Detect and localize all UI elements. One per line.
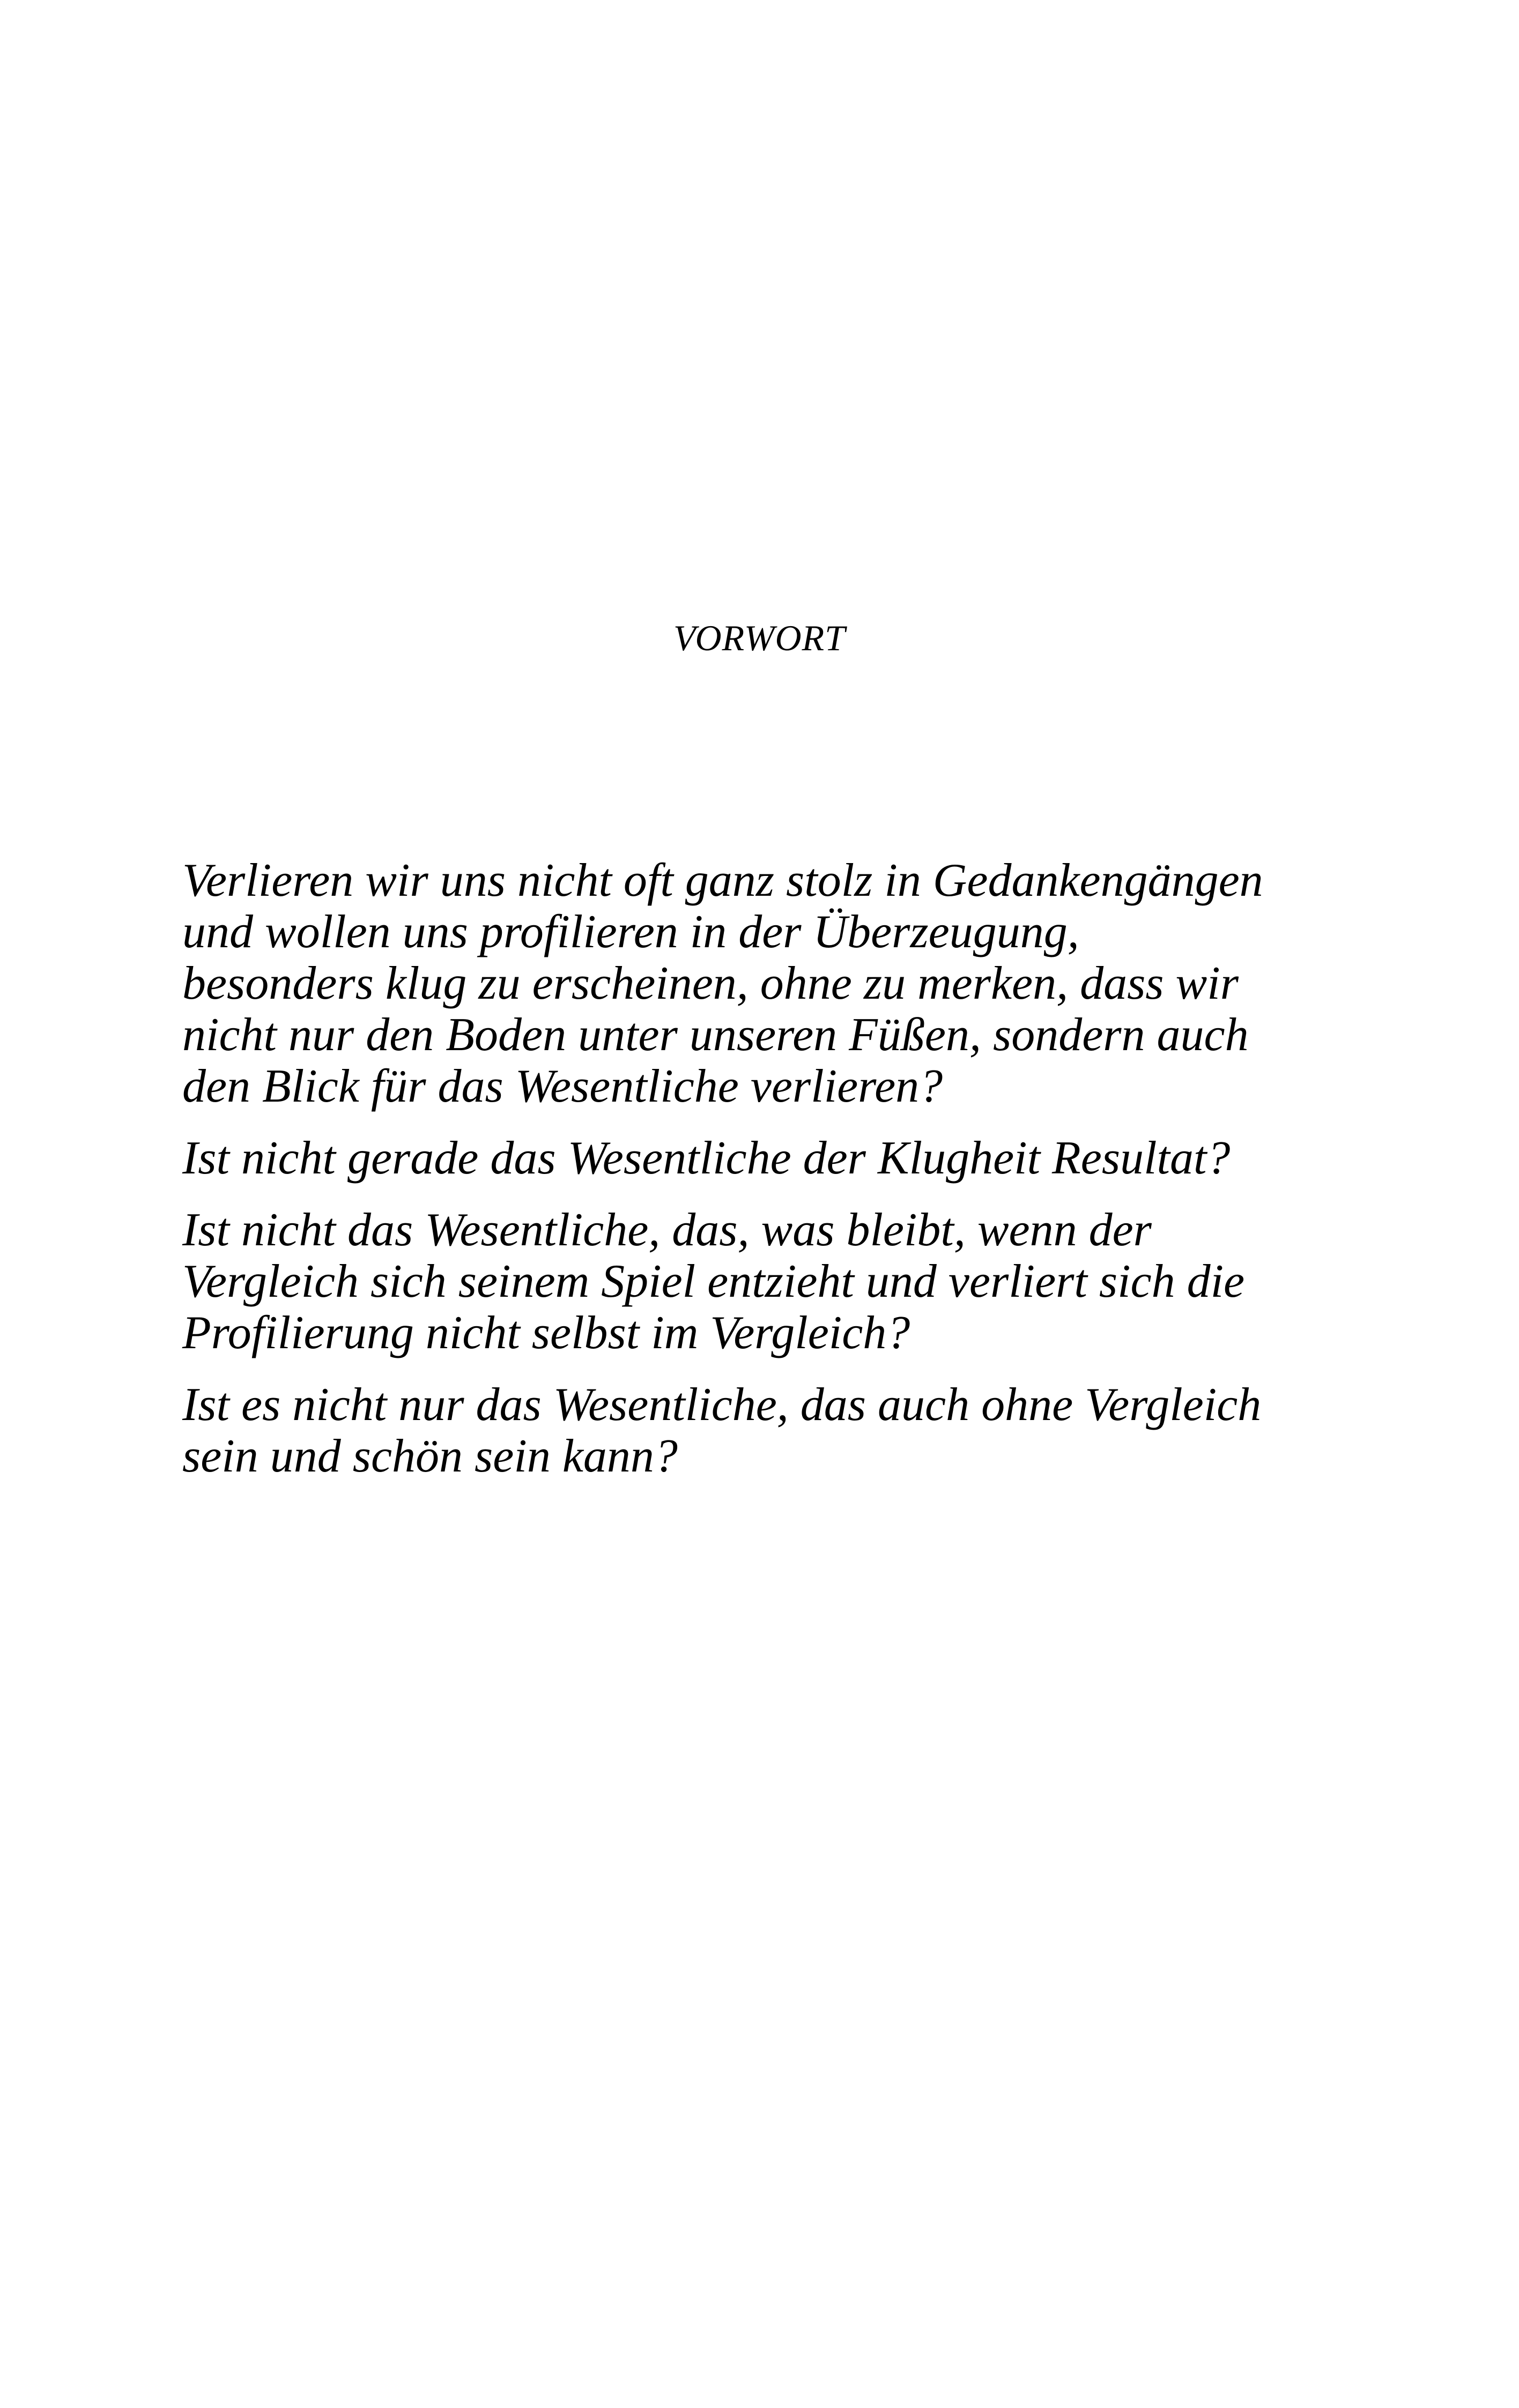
text-line: und wollen uns profilieren in der Überzeugung,: [182, 906, 1079, 958]
text-line: Ist nicht das Wesentliche, das, was bleibt, wenn der: [182, 1204, 1152, 1256]
preface-body: [182, 855, 1362, 1503]
paragraph-2: [182, 1133, 1362, 1184]
text-line: nicht nur den Boden unter unseren Füßen, sondern auch: [182, 1009, 1249, 1061]
text-line: sein und schön sein kann?: [182, 1430, 678, 1482]
text-line: den Blick für das Wesentliche verlieren?: [182, 1060, 943, 1112]
text-line: Ist es nicht nur das Wesentliche, das auch ohne Vergleich: [182, 1379, 1262, 1431]
text-line: besonders klug zu erscheinen, ohne zu merken, dass wir: [182, 957, 1239, 1009]
paragraph-3: [182, 1205, 1362, 1359]
page-title: VORWORT: [673, 618, 846, 658]
text-line: Verlieren wir uns nicht oft ganz stolz in Gedankengängen: [182, 854, 1263, 906]
text-line: Ist nicht gerade das Wesentliche der Klugheit Resultat?: [182, 1132, 1231, 1184]
text-line: Profilierung nicht selbst im Vergleich?: [182, 1307, 910, 1359]
paragraph-1: [182, 855, 1362, 1112]
text-line: Vergleich sich seinem Spiel entzieht und verliert sich die: [182, 1255, 1245, 1307]
paragraph-4: [182, 1379, 1362, 1482]
